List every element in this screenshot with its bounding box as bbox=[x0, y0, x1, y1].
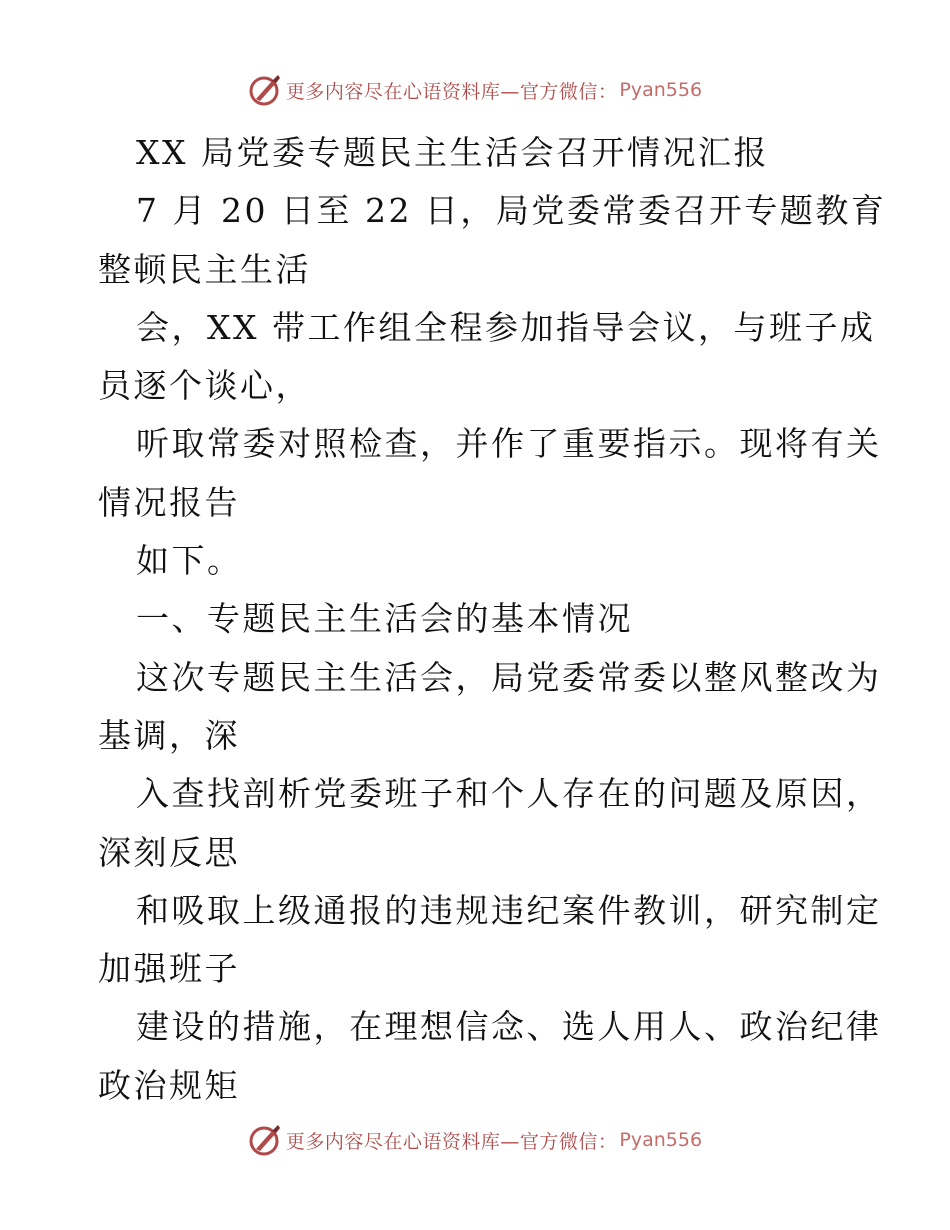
paragraph-line: 情况报告 bbox=[98, 482, 240, 522]
paragraph-line: 深刻反思 bbox=[98, 832, 240, 872]
document-title: XX 局党委专题民主生活会召开情况汇报 bbox=[136, 133, 769, 172]
watermark-text: 更多内容尽在心语资料库—官方微信： bbox=[285, 1130, 618, 1153]
paragraph-line: 员逐个谈心， bbox=[98, 366, 311, 406]
document-body bbox=[98, 124, 887, 1115]
footer-watermark bbox=[0, 1120, 950, 1160]
paragraph-line: 如下。 bbox=[136, 541, 243, 581]
paragraph-line: 和吸取上级通报的违规违纪案件教训，研究制定 bbox=[136, 890, 882, 930]
paragraph-line: 这次专题民主生活会，局党委常委以整风整改为 bbox=[136, 657, 882, 697]
paragraph-line: 政治规矩 bbox=[98, 1065, 240, 1105]
watermark-wechat-id: Pyan556 bbox=[619, 1129, 703, 1151]
paragraph-line: 加强班子 bbox=[98, 949, 240, 989]
paragraph-line: 听取常委对照检查，并作了重要指示。现将有关 bbox=[136, 424, 882, 464]
paragraph-line: 7 月 20 日至 22 日，局党委常委召开专题教育 bbox=[136, 191, 887, 231]
section-heading: 一、专题民主生活会的基本情况 bbox=[136, 599, 633, 639]
paragraph-line: 整顿民主生活 bbox=[98, 249, 311, 289]
paragraph-line: 建设的措施，在理想信念、选人用人、政治纪律 bbox=[136, 1007, 882, 1047]
header-watermark bbox=[0, 70, 950, 110]
paragraph-line: 入查找剖析党委班子和个人存在的问题及原因， bbox=[136, 774, 882, 814]
watermark-wechat-id: Pyan556 bbox=[619, 79, 703, 101]
paragraph-line: 基调，深 bbox=[98, 715, 240, 755]
paragraph-line: 会，XX 带工作组全程参加指导会议，与班子成 bbox=[136, 307, 876, 347]
pen-logo-icon bbox=[248, 73, 282, 107]
watermark-text: 更多内容尽在心语资料库—官方微信： bbox=[285, 80, 618, 103]
pen-logo-icon bbox=[248, 1123, 282, 1157]
